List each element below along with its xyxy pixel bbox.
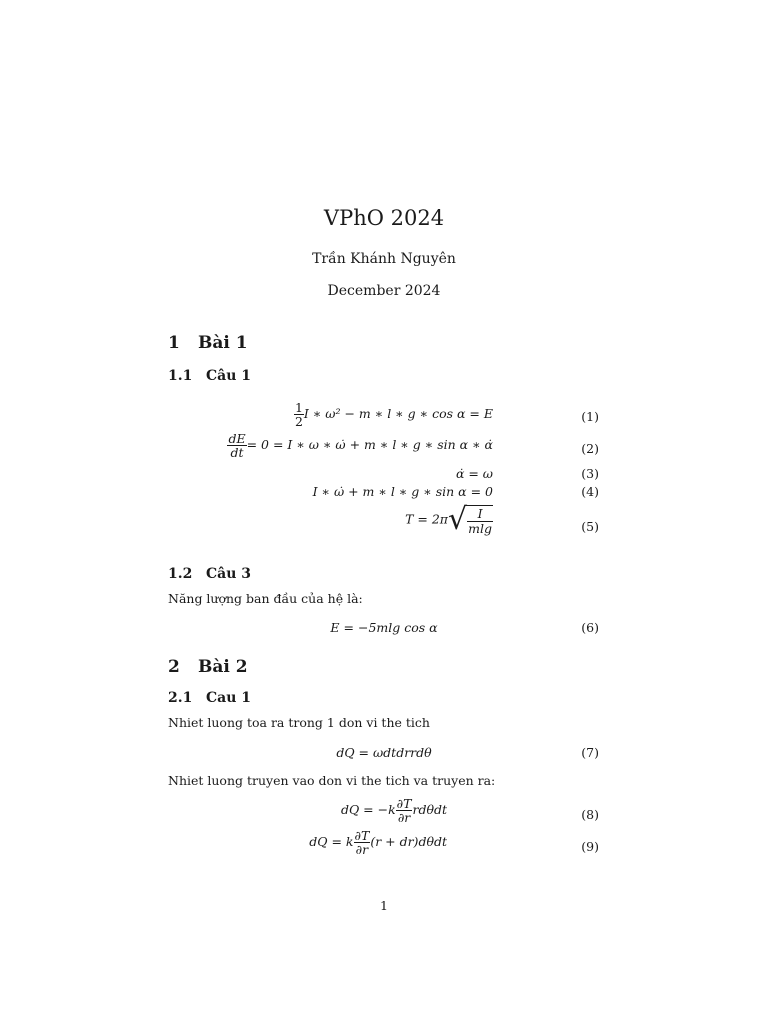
paragraph: Năng lượng ban đầu của hệ là: xyxy=(168,591,363,606)
equation-5 xyxy=(405,502,493,537)
equation-9 xyxy=(309,829,447,856)
equation-body: rdθdt xyxy=(412,802,447,818)
subsection-heading-2-1 xyxy=(168,690,251,706)
equation-6: E = −5mlg cos α xyxy=(330,620,438,635)
equation-number: (4) xyxy=(581,484,599,499)
section-heading-2 xyxy=(168,657,248,677)
equation-number: (3) xyxy=(581,466,599,481)
section-heading-1 xyxy=(168,333,248,353)
document-author: Trần Khánh Nguyên xyxy=(312,251,456,267)
section-number: 1 xyxy=(168,333,180,353)
fraction-numerator: ∂T xyxy=(396,796,412,811)
equation-number: (6) xyxy=(581,620,599,635)
fraction-numerator: dE xyxy=(228,431,246,446)
equation-body: = 0 = I ∗ ω ∗ ω̇ + m ∗ l ∗ g ∗ sin α ∗ α̇ xyxy=(246,437,493,453)
page-number: 1 xyxy=(380,898,388,913)
subsection-title: Câu 1 xyxy=(206,368,252,384)
fraction-numerator: ∂T xyxy=(354,828,370,843)
equation-lhs: dQ = k xyxy=(309,834,354,850)
subsection-number: 1.2 xyxy=(168,566,193,582)
equation-number: (9) xyxy=(581,839,599,854)
equation-body: (r + dr)dθdt xyxy=(370,834,447,850)
paragraph: Nhiet luong toa ra trong 1 don vi the tich xyxy=(168,715,430,730)
equation-number: (2) xyxy=(581,441,599,456)
fraction-denominator: ∂r xyxy=(396,810,413,824)
fraction xyxy=(227,432,246,459)
subsection-heading-1-1 xyxy=(168,368,251,384)
fraction-denominator: dt xyxy=(227,445,246,459)
square-root xyxy=(448,502,493,537)
equation-1 xyxy=(294,401,493,428)
fraction-numerator: 1 xyxy=(294,400,303,415)
section-title: Bài 2 xyxy=(198,657,248,677)
radical-sign-icon: √ xyxy=(448,502,468,537)
fraction xyxy=(396,797,413,824)
document-date: December 2024 xyxy=(327,283,441,299)
equation-8 xyxy=(341,797,447,824)
equation-number: (8) xyxy=(581,807,599,822)
fraction-denominator: ∂r xyxy=(354,842,371,856)
fraction xyxy=(354,829,371,856)
equation-4: I ∗ ω̇ + m ∗ l ∗ g ∗ sin α = 0 xyxy=(312,484,493,499)
subsection-title: Câu 3 xyxy=(206,566,252,582)
equation-number: (1) xyxy=(581,409,599,424)
document-title: VPhO 2024 xyxy=(323,206,445,230)
equation-2 xyxy=(227,432,493,459)
equation-number: (5) xyxy=(581,519,599,534)
subsection-number: 1.1 xyxy=(168,368,193,384)
fraction-numerator: I xyxy=(477,506,483,522)
equation-lhs: dQ = −k xyxy=(340,802,396,818)
section-title: Bài 1 xyxy=(198,333,248,353)
equation-number: (7) xyxy=(581,745,599,760)
subsection-number: 2.1 xyxy=(168,690,193,706)
paragraph: Nhiet luong truyen vao don vi the tich va truyen ra: xyxy=(168,773,496,788)
fraction xyxy=(294,401,304,428)
subsection-heading-1-2 xyxy=(168,566,251,582)
fraction-denominator: 2 xyxy=(294,414,303,430)
equation-3: α̇ = ω xyxy=(455,466,493,481)
equation-body: I ∗ ω² − m ∗ l ∗ g ∗ cos α = E xyxy=(303,406,493,422)
equation-lhs: T = 2π xyxy=(405,511,449,527)
fraction-denominator: mlg xyxy=(468,520,492,536)
subsection-title: Cau 1 xyxy=(206,690,252,706)
fraction xyxy=(467,507,493,534)
section-number: 2 xyxy=(168,657,180,677)
equation-7: dQ = ωdtdrrdθ xyxy=(336,745,432,760)
